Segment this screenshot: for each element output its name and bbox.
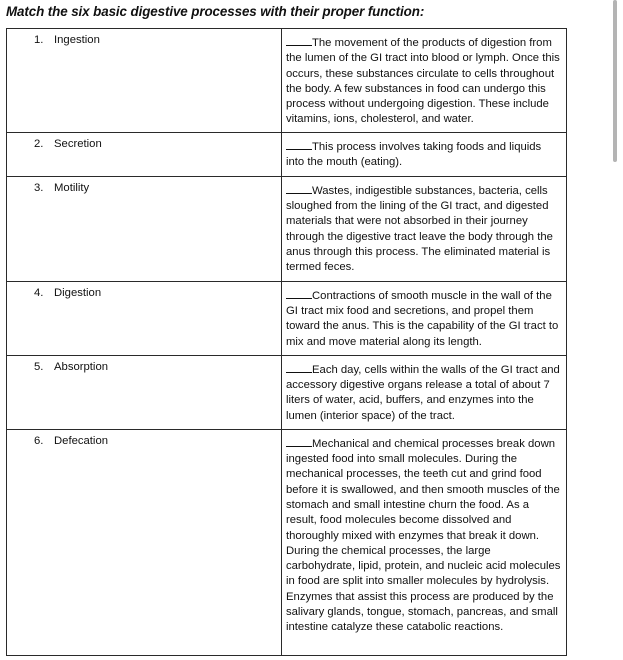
description-text: Mechanical and chemical processes break down ingested food into small molecules. During the mechanical processes, the teeth cut and grind food before it is swallowed, and then smooth muscles of the stomach and small intestine churn the food. As a result, food molecules become dissolved and thoroughly mixed with enzymes that break it down. During the chemical processes, the large carbohydrate, lipid, protein, and nucleic acid molecules in food are split into smaller molecules by hydrolysis. Enzymes that assist this process are produced by the salivary glands, tongue, stomach, pancreas, and small intestine catalyze these catabolic reactions. [286, 437, 561, 634]
table-row [7, 176, 567, 281]
term-cell [7, 176, 282, 281]
term-label: Secretion [54, 137, 102, 150]
description-cell [282, 281, 567, 355]
term-label: Motility [54, 181, 90, 194]
description-cell [282, 355, 567, 429]
table-row [7, 132, 567, 176]
table-row [7, 429, 567, 655]
description-cell [282, 176, 567, 281]
answer-blank[interactable] [286, 435, 312, 447]
answer-blank[interactable] [286, 287, 312, 299]
description-text: Contractions of smooth muscle in the wall of the GI tract mix food and secretions, and propel them toward the anus. This is the capability of the GI tract to mix and move material along its length. [286, 289, 559, 348]
description-text: Wastes, indigestible substances, bacteria, cells sloughed from the lining of the GI tract, and digested materials that were not absorbed in their journey through the digestive tract leave the body through the anus through this process. The eliminated material is termed feces. [286, 184, 553, 274]
answer-blank[interactable] [286, 34, 312, 46]
term-cell [7, 132, 282, 176]
description-cell [282, 29, 567, 133]
description-cell [282, 429, 567, 655]
term-cell [7, 29, 282, 133]
term-number: 5. [34, 360, 44, 373]
term-label: Defecation [54, 434, 109, 447]
answer-blank[interactable] [286, 361, 312, 373]
description-text: Each day, cells within the walls of the GI tract and accessory digestive organs release a total of about 7 liters of water, acid, buffers, and enzymes into the lumen (interior space) of the tract. [286, 363, 560, 422]
term-number: 1. [34, 34, 44, 46]
description-text: This process involves taking foods and liquids into the mouth (eating). [286, 140, 542, 169]
term-number: 3. [34, 181, 44, 194]
term-number: 2. [34, 137, 44, 150]
table-row [7, 355, 567, 429]
term-number: 6. [34, 434, 44, 447]
term-cell [7, 355, 282, 429]
term-cell [7, 429, 282, 655]
term-number: 4. [34, 286, 44, 299]
table-row [7, 29, 567, 133]
answer-blank[interactable] [286, 138, 312, 150]
answer-blank[interactable] [286, 182, 312, 194]
description-cell [282, 132, 567, 176]
matching-table [6, 28, 567, 656]
table-row [7, 281, 567, 355]
term-cell [7, 281, 282, 355]
description-text: The movement of the products of digestion from the lumen of the GI tract into blood or lymph. Once this occurs, these substances circulate to cells throughout the body. A few substances in food can undergo this process without undergoing digestion. These include vitamins, ions, cholesterol, and water. [286, 37, 560, 126]
vertical-scrollbar[interactable] [613, 0, 617, 162]
worksheet-title: Match the six basic digestive processes with their proper function: [6, 4, 425, 19]
term-label: Digestion [54, 286, 102, 299]
term-label: Absorption [54, 360, 109, 373]
term-label: Ingestion [54, 34, 100, 46]
